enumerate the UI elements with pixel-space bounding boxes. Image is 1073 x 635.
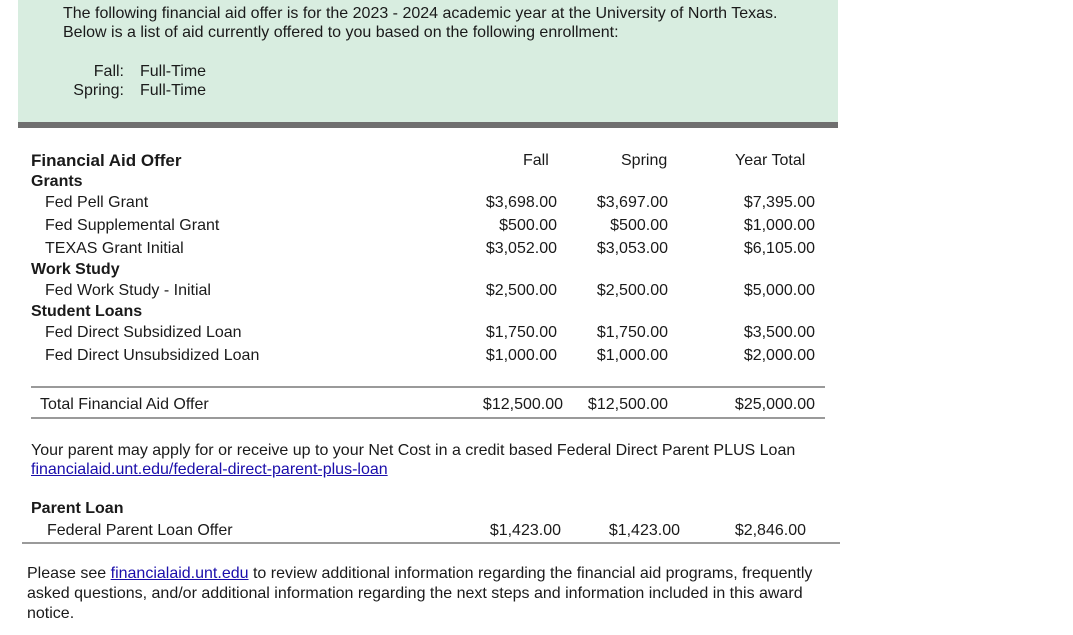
- category-student-loans: Student Loans: [31, 303, 143, 320]
- aid-offer-table: [31, 150, 826, 367]
- aid-label: Fed Direct Unsubsidized Loan: [45, 347, 260, 364]
- table-row: [31, 237, 826, 260]
- year-amount: $7,395.00: [743, 194, 815, 211]
- year-amount: $3,500.00: [743, 324, 815, 341]
- fall-amount: $3,698.00: [485, 194, 557, 211]
- table-row: [31, 191, 826, 214]
- year-amount: $6,105.00: [743, 240, 815, 257]
- table-row: [31, 279, 826, 302]
- fall-amount: $1,750.00: [485, 324, 557, 341]
- footer-suffix: to review additional information regarding the financial aid programs, frequently asked questions, and/or additional information regarding the next steps and information included in this award notice.: [27, 565, 813, 622]
- header-spring: Spring: [621, 152, 668, 169]
- section-divider: [18, 122, 838, 128]
- intro-panel: [18, 0, 838, 122]
- enrollment-term: Fall:: [93, 63, 124, 80]
- header-fall: Fall: [523, 152, 549, 169]
- total-row: [31, 393, 825, 417]
- enrollment-row-spring: [36, 81, 206, 100]
- header-year-total: Year Total: [735, 152, 806, 169]
- spring-amount: $500.00: [610, 217, 668, 234]
- footer-note: [27, 564, 832, 624]
- enrollment-status: Full-Time: [140, 63, 207, 80]
- parent-loan-rule: [22, 542, 840, 544]
- parent-loan-section: [31, 499, 831, 543]
- table-row: [31, 214, 826, 237]
- enrollment-term: Spring:: [73, 82, 124, 99]
- fall-amount: $1,000.00: [485, 347, 557, 364]
- category-row: [31, 172, 826, 191]
- enrollment-status: Full-Time: [140, 82, 207, 99]
- fall-amount: $500.00: [499, 217, 557, 234]
- intro-line-2: Below is a list of aid currently offered to you based on the following enrollment:: [63, 24, 619, 41]
- aid-label: Fed Direct Subsidized Loan: [45, 324, 242, 341]
- year-amount: $1,000.00: [743, 217, 815, 234]
- spring-amount: $3,053.00: [596, 240, 668, 257]
- parent-plus-link[interactable]: financialaid.unt.edu/federal-direct-parent-plus-loan: [31, 461, 388, 478]
- fall-amount: $2,500.00: [485, 282, 557, 299]
- footer-link[interactable]: financialaid.unt.edu: [110, 565, 249, 582]
- parent-plus-text: Your parent may apply for or receive up to your Net Cost in a credit based Federal Direct Parent PLUS Loan: [31, 442, 796, 459]
- aid-label: TEXAS Grant Initial: [45, 240, 184, 257]
- fall-amount: $1,423.00: [489, 522, 561, 539]
- year-amount: $5,000.00: [743, 282, 815, 299]
- enrollment-list: [36, 62, 206, 100]
- spring-amount: $1,000.00: [596, 347, 668, 364]
- total-spring: $12,500.00: [587, 396, 668, 413]
- spring-amount: $3,697.00: [596, 194, 668, 211]
- year-amount: $2,846.00: [734, 522, 806, 539]
- footer-prefix: Please see: [27, 565, 107, 582]
- spring-amount: $1,423.00: [608, 522, 680, 539]
- aid-label: Federal Parent Loan Offer: [47, 522, 233, 539]
- category-row: [31, 260, 826, 279]
- spring-amount: $1,750.00: [596, 324, 668, 341]
- total-fall: $12,500.00: [482, 396, 563, 413]
- table-row: [31, 321, 826, 344]
- year-amount: $2,000.00: [743, 347, 815, 364]
- category-work-study: Work Study: [31, 261, 120, 278]
- category-row: [31, 302, 826, 321]
- total-top-rule: [31, 386, 825, 388]
- offer-title: Financial Aid Offer: [31, 151, 182, 170]
- total-year: $25,000.00: [734, 396, 815, 413]
- category-parent-loan: Parent Loan: [31, 500, 124, 517]
- aid-label: Fed Work Study - Initial: [45, 282, 211, 299]
- aid-label: Fed Supplemental Grant: [45, 217, 220, 234]
- fall-amount: $3,052.00: [485, 240, 557, 257]
- total-bottom-rule: [31, 417, 825, 419]
- intro-text: [63, 4, 833, 42]
- category-grants: Grants: [31, 173, 83, 190]
- parent-plus-note: [31, 441, 795, 479]
- intro-line-1: The following financial aid offer is for the 2023 - 2024 academic year at the University of North Texas.: [63, 5, 778, 22]
- table-header: [31, 150, 826, 172]
- aid-label: Fed Pell Grant: [45, 194, 149, 211]
- total-label: Total Financial Aid Offer: [40, 396, 209, 413]
- table-row: [31, 344, 826, 367]
- enrollment-row-fall: [36, 62, 206, 81]
- spring-amount: $2,500.00: [596, 282, 668, 299]
- table-row: [31, 519, 831, 543]
